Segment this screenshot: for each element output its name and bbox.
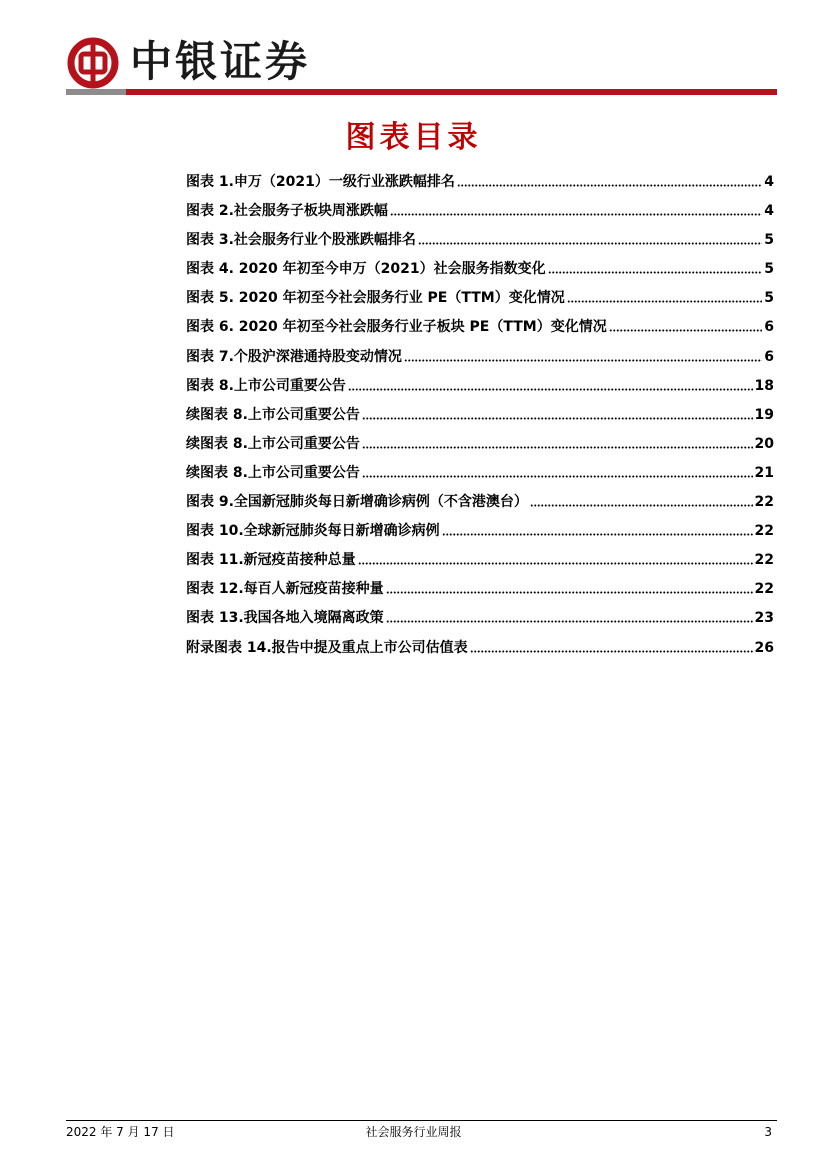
toc-entry-label[interactable]: 图表 11.新冠疫苗接种总量 xyxy=(186,552,356,569)
dot-leader xyxy=(457,173,762,187)
dot-leader xyxy=(390,202,762,216)
dot-leader xyxy=(362,435,753,449)
toc-entry[interactable] xyxy=(186,550,774,579)
toc-entry-label[interactable]: 图表 13.我国各地入境隔离政策 xyxy=(186,610,384,627)
footer-date: 2022 年 7 月 17 日 xyxy=(66,1125,175,1139)
dot-leader xyxy=(358,551,753,565)
toc-entry-label[interactable]: 附录图表 14.报告中提及重点上市公司估值表 xyxy=(186,639,468,656)
dot-leader xyxy=(470,639,753,653)
toc-entry[interactable] xyxy=(186,347,774,376)
toc-entry[interactable] xyxy=(186,376,774,405)
dot-leader xyxy=(442,522,753,536)
toc-entry[interactable] xyxy=(186,201,774,230)
dot-leader xyxy=(567,289,763,303)
toc-entry-page[interactable]: 4 xyxy=(764,203,774,220)
toc-entry[interactable] xyxy=(186,492,774,521)
toc-entry[interactable] xyxy=(186,259,774,288)
toc-entry-label[interactable]: 图表 3.社会服务行业个股涨跌幅排名 xyxy=(186,232,416,249)
toc-entry-label[interactable]: 图表 7.个股沪深港通持股变动情况 xyxy=(186,348,402,365)
toc-entry[interactable] xyxy=(186,317,774,346)
toc-entry[interactable] xyxy=(186,608,774,637)
dot-leader xyxy=(609,318,763,332)
header-rule-red xyxy=(126,89,777,95)
toc-entry-page[interactable]: 26 xyxy=(754,639,774,656)
toc-entry-page[interactable]: 4 xyxy=(764,174,774,190)
toc-entry-label[interactable]: 续图表 8.上市公司重要公告 xyxy=(186,406,360,423)
page-header xyxy=(0,0,827,100)
toc-entry[interactable] xyxy=(186,172,774,201)
table-of-figures xyxy=(186,172,774,667)
toc-title: 图表目录 xyxy=(345,120,482,155)
toc-entry[interactable] xyxy=(186,579,774,608)
toc-entry-label[interactable]: 续图表 8.上市公司重要公告 xyxy=(186,435,360,452)
toc-entry-page[interactable]: 20 xyxy=(754,435,774,452)
toc-entry[interactable] xyxy=(186,638,774,667)
toc-entry-page[interactable]: 23 xyxy=(754,610,774,627)
toc-entry-page[interactable]: 6 xyxy=(764,348,774,365)
dot-leader xyxy=(348,377,753,391)
toc-entry-label[interactable]: 图表 1.申万（2021）一级行业涨跌幅排名 xyxy=(186,174,455,190)
toc-entry-label[interactable]: 图表 5. 2020 年初至今社会服务行业 PE（TTM）变化情况 xyxy=(186,290,565,307)
toc-entry-label[interactable]: 图表 9.全国新冠肺炎每日新增确诊病例（不含港澳台） xyxy=(186,494,528,511)
toc-entry[interactable] xyxy=(186,521,774,550)
brand-name: 中银证券 xyxy=(130,37,311,86)
footer-report-name: 社会服务行业周报 xyxy=(365,1125,462,1139)
toc-entry[interactable] xyxy=(186,405,774,434)
toc-entry-page[interactable]: 6 xyxy=(764,319,774,336)
footer-page-number: 3 xyxy=(764,1125,772,1139)
header-rule-gray xyxy=(66,89,126,95)
dot-leader xyxy=(386,580,753,594)
toc-entry[interactable] xyxy=(186,288,774,317)
dot-leader xyxy=(404,348,762,362)
toc-entry-label[interactable]: 图表 2.社会服务子板块周涨跌幅 xyxy=(186,203,388,220)
dot-leader xyxy=(530,493,753,507)
toc-entry-page[interactable]: 5 xyxy=(764,290,774,307)
dot-leader xyxy=(386,609,753,623)
dot-leader xyxy=(548,260,763,274)
toc-entry-label[interactable]: 图表 4. 2020 年初至今申万（2021）社会服务指数变化 xyxy=(186,261,546,278)
toc-entry-page[interactable]: 22 xyxy=(754,581,774,598)
toc-entry-page[interactable]: 19 xyxy=(754,406,774,423)
dot-leader xyxy=(362,406,753,420)
toc-entry-page[interactable]: 21 xyxy=(754,464,774,481)
toc-entry-label[interactable]: 图表 10.全球新冠肺炎每日新增确诊病例 xyxy=(186,523,440,540)
footer-divider xyxy=(66,1120,777,1121)
toc-entry-page[interactable]: 18 xyxy=(754,377,774,394)
toc-entry-label[interactable]: 图表 6. 2020 年初至今社会服务行业子板块 PE（TTM）变化情况 xyxy=(186,319,607,336)
toc-entry[interactable] xyxy=(186,230,774,259)
toc-entry-page[interactable]: 22 xyxy=(754,523,774,540)
toc-entry[interactable] xyxy=(186,463,774,492)
toc-entry-label[interactable]: 续图表 8.上市公司重要公告 xyxy=(186,464,360,481)
toc-entry-page[interactable]: 5 xyxy=(764,261,774,278)
dot-leader xyxy=(418,231,762,245)
toc-entry-label[interactable]: 图表 12.每百人新冠疫苗接种量 xyxy=(186,581,384,598)
toc-entry-page[interactable]: 22 xyxy=(754,552,774,569)
toc-entry-page[interactable]: 22 xyxy=(754,494,774,511)
toc-entry[interactable] xyxy=(186,434,774,463)
dot-leader xyxy=(362,464,753,478)
bank-of-china-logo-icon xyxy=(66,36,120,90)
toc-entry-page[interactable]: 5 xyxy=(764,232,774,249)
toc-entry-label[interactable]: 图表 8.上市公司重要公告 xyxy=(186,377,346,394)
